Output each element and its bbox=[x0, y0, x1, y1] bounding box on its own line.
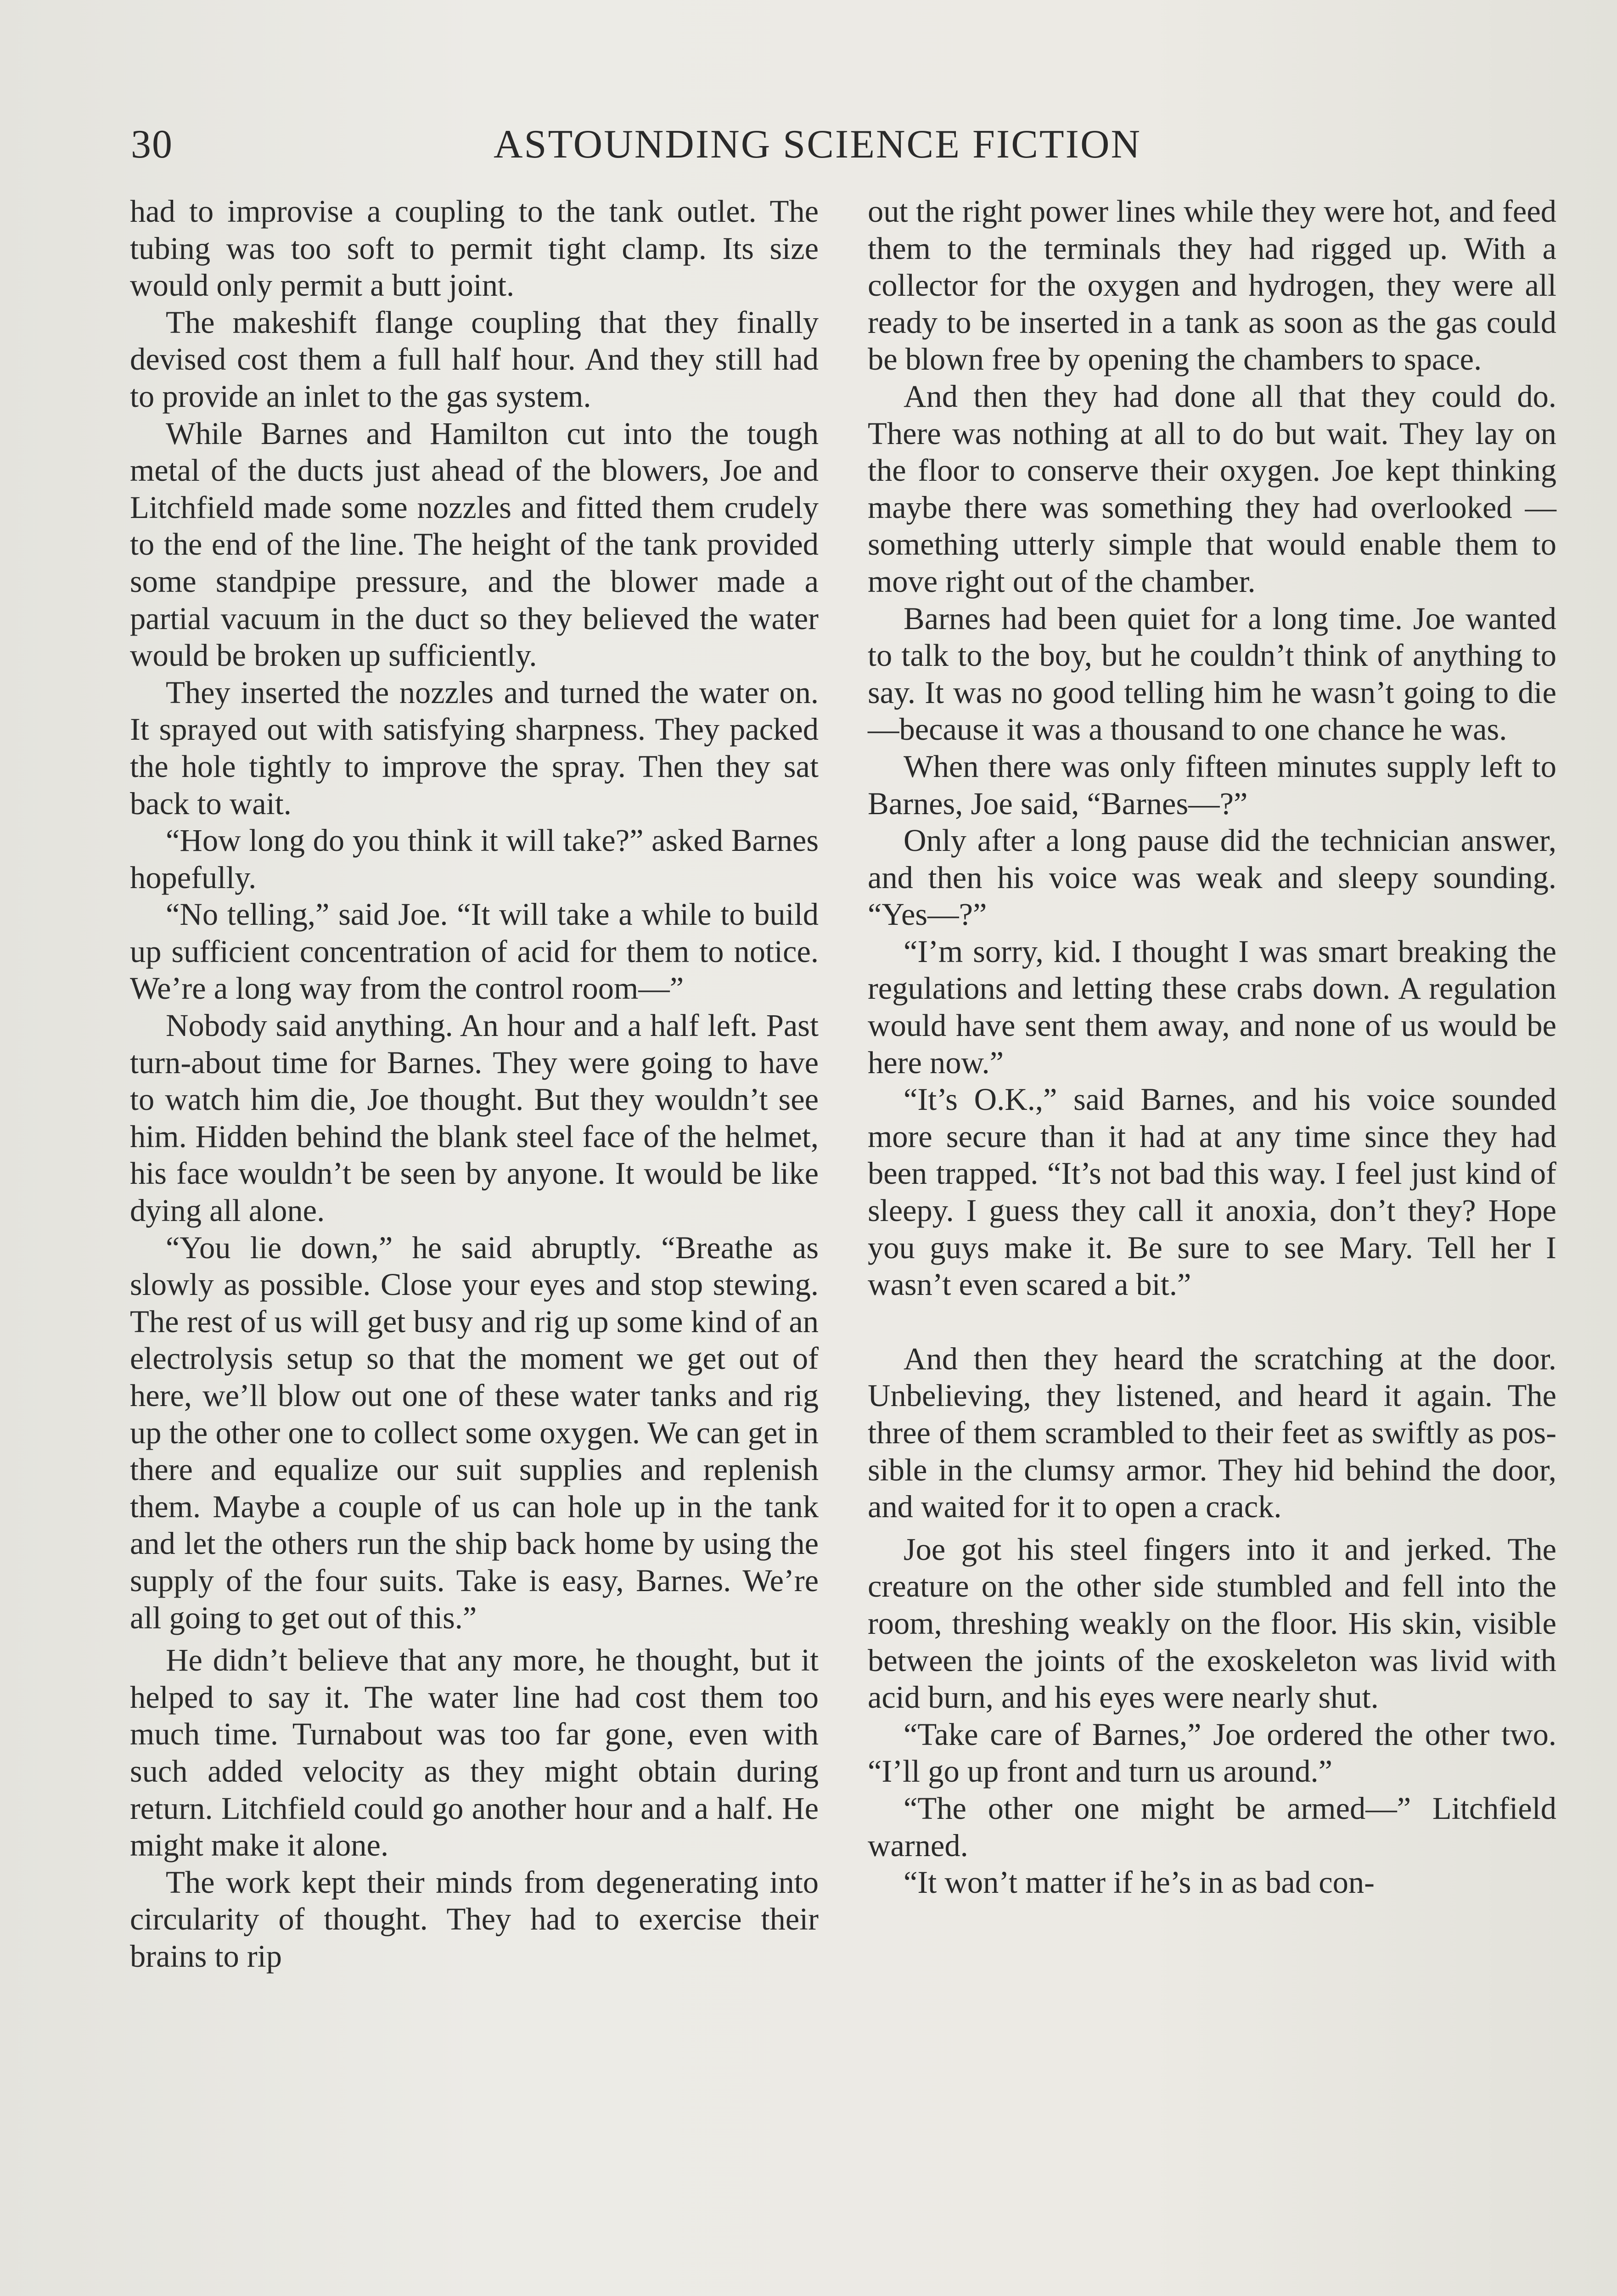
paragraph: When there was only fifteen minutes supply left to Barnes, Joe said, “Barnes—?” bbox=[868, 748, 1556, 821]
paragraph: “Take care of Barnes,” Joe ordered the other two. “I’ll go up front and turn us around.” bbox=[868, 1716, 1556, 1789]
paragraph: “It’s O.K.,” said Barnes, and his voice sounded more secure than it had at any time since they had been trapped. “It’s not bad this way. I feel just kind of sleepy. I guess they call it anoxia, don’t they? Hope you guys make it. Be sure to see Mary. Tell her I wasn’t even scared a bit.” bbox=[868, 1082, 1556, 1302]
paragraph: Barnes had been quiet for a long time. Joe wanted to talk to the boy, but he couldn’t think of anything to say. It was no good telling him he wasn’t going to die—because it was a thousand to one chance he was. bbox=[868, 601, 1556, 747]
paragraph: And then they had done all that they could do. There was nothing at all to do but wait. They lay on the floor to conserve their oxygen. Joe kept thinking maybe there was something they had overlooked —something utterly simple that would enable them to move right out of the chamber. bbox=[868, 378, 1556, 599]
paragraph: And then they heard the scratching at the door. Unbelieving, they listened, and heard it again. The three of them scrambled to their feet as swiftly as possible in the clumsy armor. They hid behind the door, and waited for it to open a crack. bbox=[868, 1341, 1556, 1525]
paragraph: Only after a long pause did the technician answer, and then his voice was weak and sleepy sounding. “Yes—?” bbox=[868, 823, 1556, 932]
paragraph: Joe got his steel fingers into it and jerked. The creature on the other side stumbled and fell into the room, threshing weakly on the floor. His skin, visible between the joints of the exoskeleton was livid with acid burn, and his eyes were nearly shut. bbox=[868, 1531, 1556, 1715]
paragraph: “The other one might be armed—” Litchfield warned. bbox=[868, 1790, 1556, 1863]
paragraph: “It won’t matter if he’s in as bad con- bbox=[904, 1865, 1375, 1900]
page-header bbox=[131, 117, 1554, 177]
left-text-column bbox=[130, 193, 819, 1975]
paragraph: The work kept their minds from degenerating into circularity of thought. They had to exercise their brains to rip bbox=[130, 1864, 819, 1974]
right-text-column bbox=[868, 193, 1556, 1901]
paragraph: The makeshift flange coupling that they finally devised cost them a full half hour. And they still had to provide an inlet to the gas system. bbox=[130, 304, 819, 414]
paragraph: While Barnes and Hamilton cut into the tough metal of the ducts just ahead of the blowers, Joe and Litchfield made some nozzles and fitted them crudely to the end of the line. The height of the tank provided some standpipe pressure, and the blower made a partial vacuum in the duct so they believed the water would be broken up sufficiently. bbox=[130, 416, 819, 673]
paragraph: “I’m sorry, kid. I thought I was smart breaking the regulations and letting these crabs down. A regulation would have sent them away, and none of us would be here now.” bbox=[868, 934, 1556, 1080]
paragraph: “No telling,” said Joe. “It will take a while to build up sufficient concentration of acid for them to notice. We’re a long way from the control room—” bbox=[130, 897, 819, 1006]
paragraph: “How long do you think it will take?” asked Barnes hopefully. bbox=[130, 823, 819, 895]
paragraph: had to improvise a coupling to the tank outlet. The tubing was too soft to permit tight clamp. Its size would only permit a butt joint. bbox=[130, 194, 819, 303]
running-head-title: ASTOUNDING SCIENCE FICTION bbox=[494, 122, 1142, 167]
paragraph: Nobody said anything. An hour and a half left. Past turn-about time for Barnes. They were going to have to watch him die, Joe thought. But they wouldn’t see him. Hidden behind the blank steel face of the helmet, his face wouldn’t be seen by anyone. It would be like dying all alone. bbox=[130, 1008, 819, 1228]
paragraph: He didn’t believe that any more, he thought, but it helped to say it. The water line had cost them too much time. Turnabout was too far gone, even with such added velocity as they might obtain during return. Litchfield could go another hour and a half. He might make it alone. bbox=[130, 1643, 819, 1863]
paragraph: “You lie down,” he said abruptly. “Breathe as slowly as possible. Close your eyes and stop stewing. The rest of us will get busy and rig up some kind of an electrolysis setup so that the moment we get out of here, we’ll blow out one of these water tanks and rig up the other one to collect some oxygen. We can get in there and equalize our suit supplies and replenish them. Maybe a couple of us can hole up in the tank and let the others run the ship back home by using the supply of the four suits. Take is easy, Barnes. We’re all going to get out of this.” bbox=[130, 1230, 819, 1635]
paragraph: out the right power lines while they were hot, and feed them to the terminals they had rigged up. With a collector for the oxygen and hydrogen, they were all ready to be inserted in a tank as soon as the gas could be blown free by opening the chambers to space. bbox=[868, 194, 1556, 377]
paragraph: They inserted the nozzles and turned the water on. It sprayed out with satisfying sharpness. They packed the hole tightly to improve the spray. Then they sat back to wait. bbox=[130, 675, 819, 821]
page-number: 30 bbox=[131, 122, 173, 167]
